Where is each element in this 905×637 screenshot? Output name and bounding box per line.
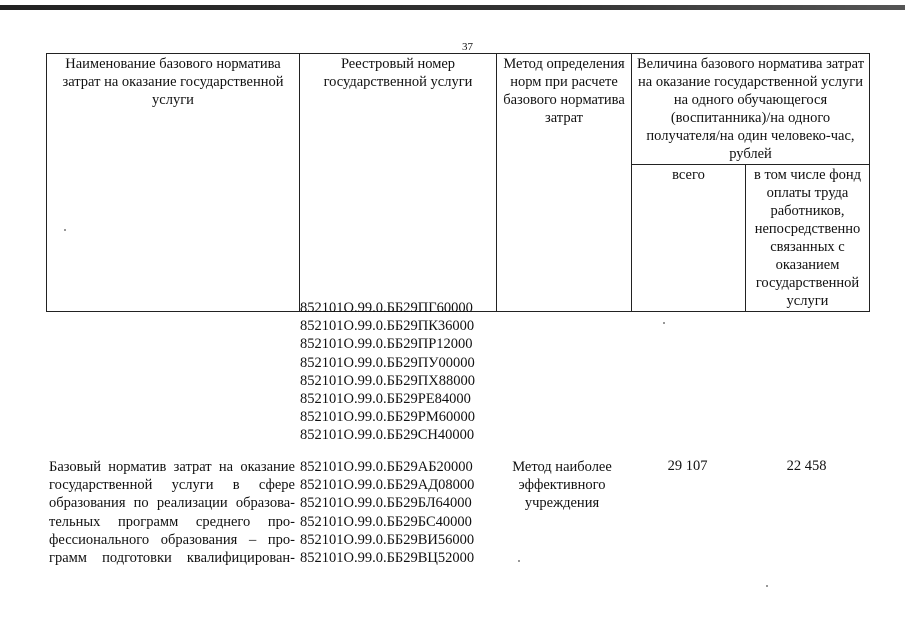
row-name-line: грамм подготовки квалифицирован- bbox=[49, 550, 295, 567]
registry-code: 852101О.99.0.ББ29ПК36000 bbox=[300, 318, 475, 335]
registry-code: 852101О.99.0.ББ29БС40000 bbox=[300, 513, 472, 530]
header-value-cell bbox=[632, 54, 870, 165]
registry-code: 852101О.99.0.ББ29АД08000 bbox=[300, 477, 475, 494]
row-fund: 22 458 bbox=[786, 458, 827, 474]
registry-code: 852101О.99.0.ББ29СН40000 bbox=[300, 427, 475, 444]
registry-code: 852101О.99.0.ББ29РМ60000 bbox=[300, 409, 475, 426]
row-name-line: Базовый норматив затрат на оказание bbox=[49, 459, 295, 475]
continued-codes-list bbox=[300, 299, 475, 445]
header-table bbox=[46, 53, 870, 312]
header-name: Наименование базового норматива затрат на оказание государственной услуги bbox=[62, 56, 284, 108]
scan-speck bbox=[663, 322, 665, 324]
header-registry: Реестровый номер государственной услуги bbox=[323, 56, 473, 90]
row-name bbox=[49, 458, 295, 567]
row-name-line: государственной услуги в сфере bbox=[49, 477, 295, 494]
header-method-cell bbox=[497, 54, 632, 312]
registry-code: 852101О.99.0.ББ29ПГ60000 bbox=[300, 300, 473, 316]
header-fund-cell bbox=[746, 165, 870, 312]
scan-speck bbox=[518, 560, 520, 562]
header-total-cell bbox=[632, 165, 746, 312]
registry-code: 852101О.99.0.ББ29РЕ84000 bbox=[300, 391, 471, 408]
scan-speck bbox=[64, 229, 66, 231]
registry-code: 852101О.99.0.ББ29ВИ56000 bbox=[300, 531, 475, 548]
row-codes-list bbox=[300, 458, 474, 567]
header-name-cell bbox=[47, 54, 300, 312]
registry-code: 852101О.99.0.ББ29ВЦ52000 bbox=[300, 550, 475, 567]
registry-code: 852101О.99.0.ББ29ПУ00000 bbox=[300, 354, 475, 371]
registry-code: 852101О.99.0.ББ29БЛ64000 bbox=[300, 495, 472, 512]
header-fund: в том числе фонд оплаты труда работников, непосредственно связанных с оказанием государственной услуги bbox=[754, 167, 861, 309]
row-name-line: фессионального образования – про- bbox=[49, 531, 295, 548]
header-total: всего bbox=[672, 167, 705, 183]
scan-edge bbox=[0, 5, 905, 10]
scan-speck bbox=[766, 585, 768, 587]
registry-code: 852101О.99.0.ББ29ПХ88000 bbox=[300, 372, 475, 389]
header-registry-cell bbox=[300, 54, 497, 312]
registry-code: 852101О.99.0.ББ29ПР12000 bbox=[300, 336, 473, 353]
row-name-line: тельных программ среднего про- bbox=[49, 513, 295, 530]
row-name-line: образования по реализации образова- bbox=[49, 495, 295, 512]
row-method: Метод наиболее эффективного учреждения bbox=[512, 459, 612, 512]
header-method: Метод определения норм при расчете базового норматива затрат bbox=[503, 56, 625, 126]
page-number: 37 bbox=[462, 41, 473, 53]
header-value: Величина базового норматива затрат на оказание государственной услуги на одного обучающегося (воспитанника)/на одного получателя/на один человеко-час, рублей bbox=[636, 56, 865, 162]
row-total: 29 107 bbox=[667, 458, 708, 474]
registry-code: 852101О.99.0.ББ29АБ20000 bbox=[300, 459, 473, 475]
